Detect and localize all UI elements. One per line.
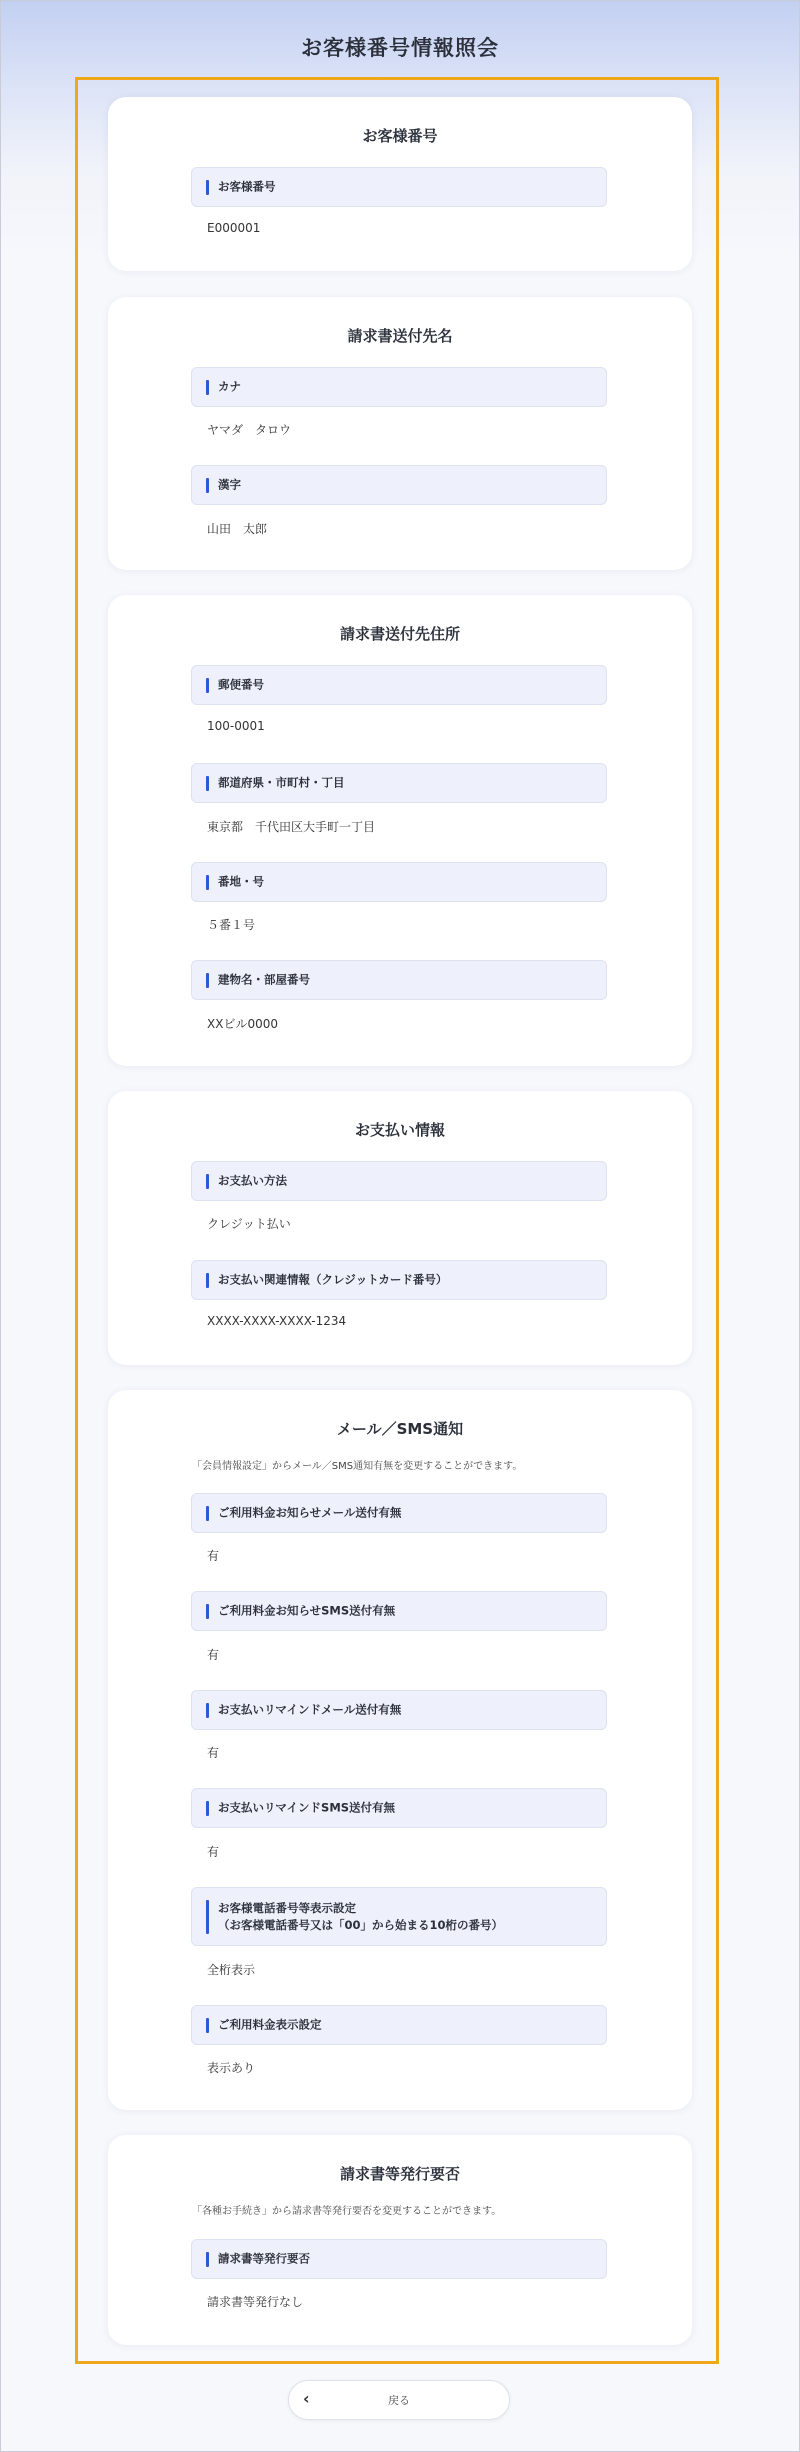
block-number-value: ５番１号 [207,918,256,932]
billing-name-card [108,297,692,570]
field-label-customer-number [191,167,607,207]
label-text: ご利用料金お知らせSMS送付有無 [218,1603,396,1618]
customer-number-card [108,97,692,271]
label-accent-bar [206,875,209,890]
card-title: メール／SMS通知 [336,1420,464,1438]
field-label-kana [191,367,607,407]
card-title: 請求書送付先住所 [339,625,460,643]
label-text: お客様電話番号等表示設定 （お客様電話番号又は「00」から始まる10桁の番号） [218,1900,504,1932]
label-text: 漢字 [218,477,241,492]
field-label-prefecture-city [191,763,607,803]
chevron-left-icon: ‹ [303,2389,310,2408]
label-text: ご利用料金お知らせメール送付有無 [218,1505,402,1520]
usage-mail-value: 有 [207,1549,220,1563]
field-label-fee-display [191,2005,607,2045]
building-room-value: XXビル0000 [207,1017,278,1031]
phone-display-value: 全桁表示 [207,1963,256,1977]
usage-sms-value: 有 [207,1648,220,1662]
label-accent-bar [206,776,209,791]
label-accent-bar [206,380,209,395]
back-button[interactable] [288,2380,510,2420]
label-accent-bar [206,973,209,988]
fee-display-value: 表示あり [207,2061,256,2075]
field-label-phone-display [191,1887,607,1946]
label-accent-bar [206,1174,209,1189]
label-text: お支払いリマインドSMS送付有無 [218,1800,396,1815]
notification-card [108,1390,692,2110]
field-label-invoice-issuance [191,2239,607,2279]
field-label-reminder-sms [191,1788,607,1828]
label-text: 請求書等発行要否 [218,2251,310,2266]
kanji-value: 山田 太郎 [207,522,268,536]
field-label-usage-sms [191,1591,607,1631]
customer-number-value: E000001 [207,221,261,235]
postal-code-value: 100-0001 [207,719,265,733]
label-accent-bar [206,1273,209,1288]
notification-note: 「会員情報設定」からメール／SMS通知有無を変更することができます。 [192,1461,523,1472]
field-label-building-room [191,960,607,1000]
invoice-issuance-card [108,2135,692,2345]
label-text: お支払い方法 [218,1173,287,1188]
billing-address-card [108,595,692,1066]
field-label-kanji [191,465,607,505]
label-text: お客様番号 [218,179,276,194]
label-accent-bar [206,1604,209,1619]
page-title: お客様番号情報照会 [301,36,499,60]
label-accent-bar [206,180,209,195]
kana-value: ヤマダ タロウ [207,423,292,437]
reminder-sms-value: 有 [207,1845,220,1859]
label-text: 都道府県・市町村・丁目 [218,775,345,790]
label-text: ご利用料金表示設定 [218,2017,322,2032]
label-text: お支払い関連情報（クレジットカード番号） [218,1272,448,1287]
card-title: 請求書等発行要否 [339,2165,460,2183]
label-accent-bar [206,1801,209,1816]
invoice-issuance-value: 請求書等発行なし [207,2295,304,2309]
card-title: お客様番号 [362,127,438,145]
field-label-reminder-mail [191,1690,607,1730]
label-accent-bar [206,478,209,493]
payment-info-card [108,1091,692,1365]
label-accent-bar [206,2018,209,2033]
back-button-label: 戻る [388,2394,410,2407]
field-label-block-number [191,862,607,902]
label-text: 建物名・部屋番号 [218,972,310,987]
card-title: 請求書送付先名 [347,327,453,345]
card-title: お支払い情報 [354,1121,445,1139]
payment-method-value: クレジット払い [207,1217,291,1231]
field-label-payment-method [191,1161,607,1201]
label-accent-bar [206,1506,209,1521]
label-accent-bar [206,2252,209,2267]
field-label-postal-code [191,665,607,705]
label-accent-bar [206,678,209,693]
label-text: 郵便番号 [218,677,264,692]
invoice-note: 「各種お手続き」から請求書等発行要否を変更することができます。 [192,2206,502,2217]
card-number-value: XXXX-XXXX-XXXX-1234 [207,1314,347,1328]
field-label-usage-mail [191,1493,607,1533]
prefecture-city-value: 東京都 千代田区大手町一丁目 [207,820,376,834]
label-accent-bar [206,1900,209,1934]
label-text: 番地・号 [218,874,264,889]
label-text: お支払いリマインドメール送付有無 [218,1702,402,1717]
label-accent-bar [206,1703,209,1718]
reminder-mail-value: 有 [207,1746,220,1760]
label-text: カナ [218,379,241,394]
field-label-payment-related [191,1260,607,1300]
